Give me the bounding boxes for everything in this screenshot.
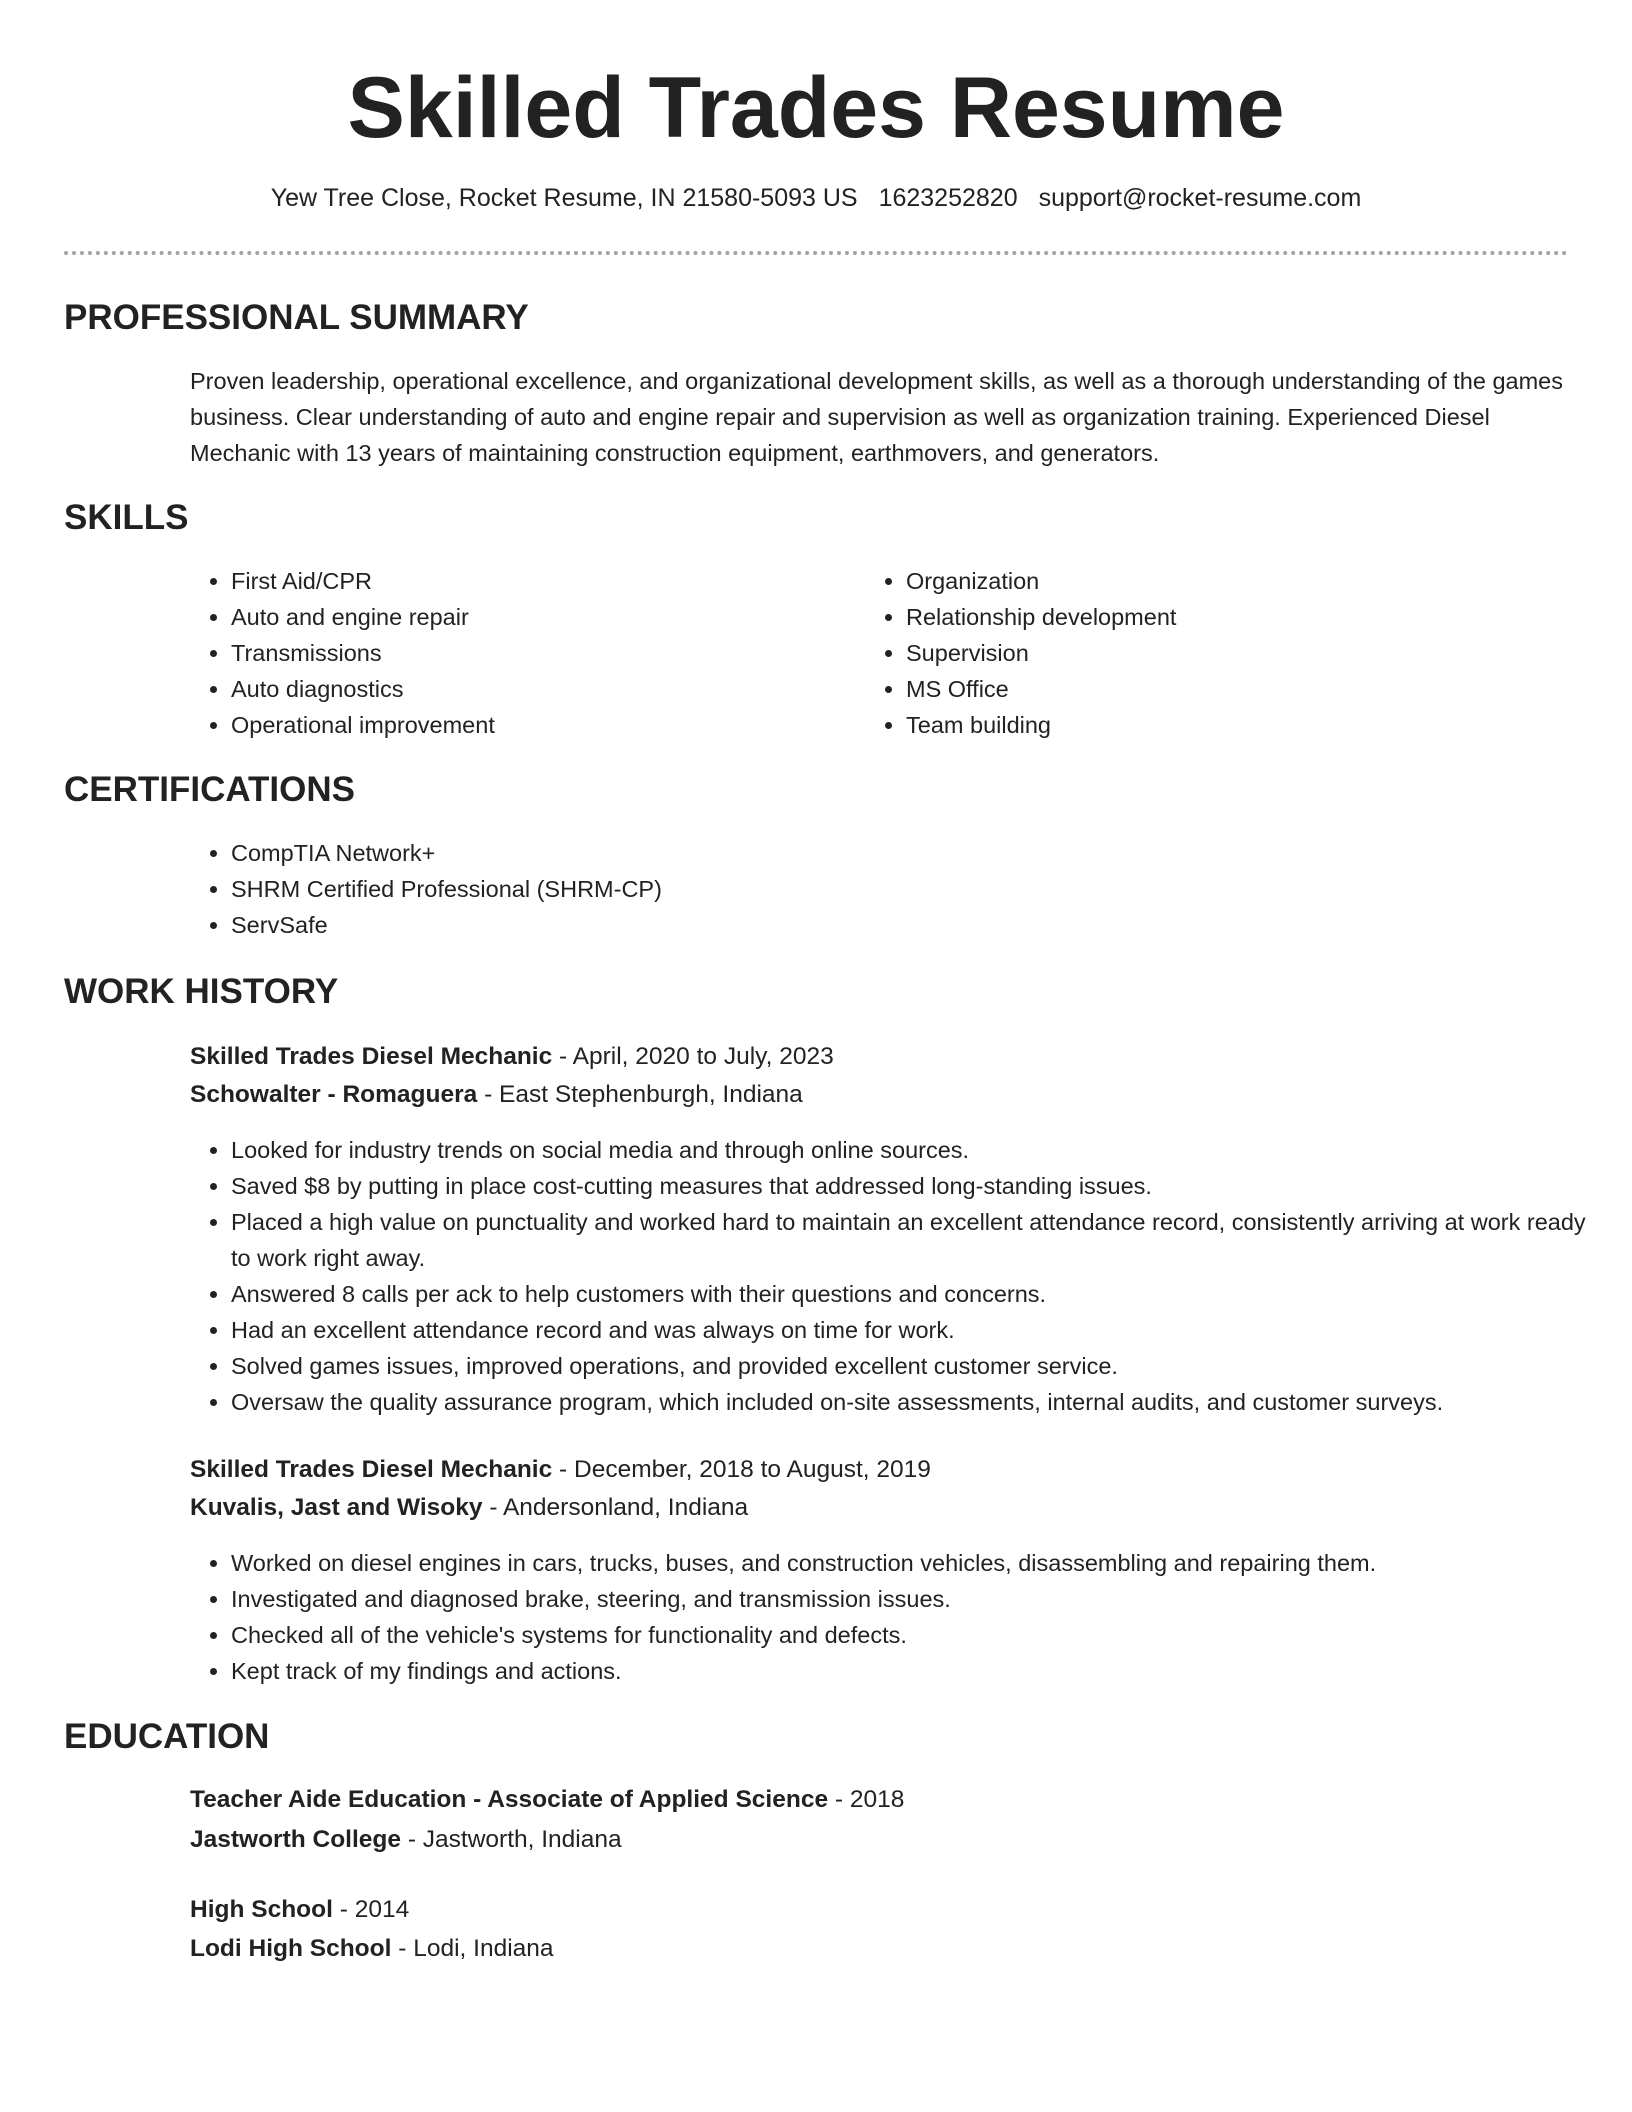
job-2-company: Kuvalis, Jast and Wisoky: [190, 1494, 483, 1521]
job-2-location: Andersonland, Indiana: [502, 1494, 749, 1521]
job-1-location: East Stephenburgh, Indiana: [499, 1081, 803, 1108]
job-2-dates: December, 2018 to August, 2019: [574, 1456, 931, 1483]
job-1-bullets: [187, 1132, 1591, 1420]
skills-heading: SKILLS: [64, 498, 189, 537]
work-heading: WORK HISTORY: [64, 972, 339, 1011]
skill-item: • Relationship development: [906, 599, 1506, 635]
education-heading: EDUCATION: [64, 1717, 270, 1756]
education-1-year: 2018: [849, 1786, 905, 1813]
job-bullet: • Investigated and diagnosed brake, steering, and transmission issues.: [231, 1581, 1591, 1617]
job-bullet: • Checked all of the vehicle's systems for functionality and defects.: [231, 1617, 1591, 1653]
skill-item: • Supervision: [906, 635, 1506, 671]
job-1-role: Skilled Trades Diesel Mechanic: [190, 1043, 553, 1070]
skill-item: • Auto and engine repair: [231, 599, 831, 635]
job-1-company: Schowalter - Romaguera: [190, 1081, 478, 1108]
education-2-location: Lodi, Indiana: [413, 1935, 554, 1962]
skill-item: • Organization: [906, 563, 1506, 599]
education-1-degree-line: Teacher Aide Education - Associate of Applied Science - 2018: [190, 1786, 905, 1813]
job-2-company-line: Kuvalis, Jast and Wisoky - Andersonland, Indiana: [190, 1494, 749, 1521]
certification-item: • CompTIA Network+: [231, 835, 1431, 871]
education-1-school: Jastworth College: [190, 1826, 402, 1853]
job-bullet: • Solved games issues, improved operations, and provided excellent customer service.: [231, 1348, 1591, 1384]
job-bullet: • Had an excellent attendance record and was always on time for work.: [231, 1312, 1591, 1348]
summary-text: Proven leadership, operational excellence, and organizational development skills, as well as a thorough understanding of the games business. Clear understanding of auto and engine repair and supervision as well as organization training. Experienced Diesel Mechanic with 13 years of maintaining construction equipment, earthmovers, and generators.: [190, 368, 1563, 466]
job-1-dates: April, 2020 to July, 2023: [572, 1043, 834, 1070]
contact-line: [0, 180, 1632, 216]
job-bullet: • Kept track of my findings and actions.: [231, 1653, 1591, 1689]
resume-title: Skilled Trades Resume: [347, 60, 1285, 156]
education-1-location: Jastworth, Indiana: [422, 1826, 622, 1853]
skill-item: • Auto diagnostics: [231, 671, 831, 707]
job-1-title-line: Skilled Trades Diesel Mechanic - April, 2020 to July, 2023: [190, 1043, 834, 1070]
job-1-company-line: Schowalter - Romaguera - East Stephenburgh, Indiana: [190, 1081, 803, 1108]
contact-email: support@rocket-resume.com: [1038, 184, 1362, 212]
contact-address: Yew Tree Close, Rocket Resume, IN 21580-5093 US: [270, 184, 858, 212]
summary-heading: PROFESSIONAL SUMMARY: [64, 298, 529, 337]
skills-list-left: [187, 563, 831, 743]
job-2-role: Skilled Trades Diesel Mechanic: [190, 1456, 553, 1483]
skill-item: • Team building: [906, 707, 1506, 743]
header-divider: [64, 251, 1568, 255]
education-2-school-line: Lodi High School - Lodi, Indiana: [190, 1935, 554, 1962]
skill-item: • Transmissions: [231, 635, 831, 671]
job-bullet: • Looked for industry trends on social media and through online sources.: [231, 1132, 1591, 1168]
job-2-bullets: [187, 1545, 1591, 1689]
contact-phone: 1623252820: [878, 184, 1018, 212]
job-2-title-line: Skilled Trades Diesel Mechanic - December, 2018 to August, 2019: [190, 1456, 931, 1483]
job-bullet: • Placed a high value on punctuality and worked hard to maintain an excellent attendance record, consistently arriving at work ready to work right away.: [231, 1204, 1591, 1276]
skill-item: • First Aid/CPR: [231, 563, 831, 599]
education-1-school-line: Jastworth College - Jastworth, Indiana: [190, 1826, 622, 1853]
certifications-list: [187, 835, 1431, 943]
education-2-degree-line: High School - 2014: [190, 1896, 410, 1923]
job-bullet: • Oversaw the quality assurance program, which included on-site assessments, internal audits, and customer surveys.: [231, 1384, 1591, 1420]
certifications-heading: CERTIFICATIONS: [64, 770, 356, 809]
job-bullet: • Answered 8 calls per ack to help customers with their questions and concerns.: [231, 1276, 1591, 1312]
skill-item: • MS Office: [906, 671, 1506, 707]
job-bullet: • Saved $8 by putting in place cost-cutting measures that addressed long-standing issues.: [231, 1168, 1591, 1204]
skill-item: • Operational improvement: [231, 707, 831, 743]
education-2-year: 2014: [354, 1896, 410, 1923]
education-2-school: Lodi High School: [190, 1935, 392, 1962]
education-2-degree: High School: [190, 1896, 333, 1923]
job-bullet: • Worked on diesel engines in cars, trucks, buses, and construction vehicles, disassembling and repairing them.: [231, 1545, 1591, 1581]
certification-item: • SHRM Certified Professional (SHRM-CP): [231, 871, 1431, 907]
certification-item: • ServSafe: [231, 907, 1431, 943]
skills-list-right: [862, 563, 1506, 743]
education-1-degree: Teacher Aide Education - Associate of Applied Science: [190, 1786, 829, 1813]
